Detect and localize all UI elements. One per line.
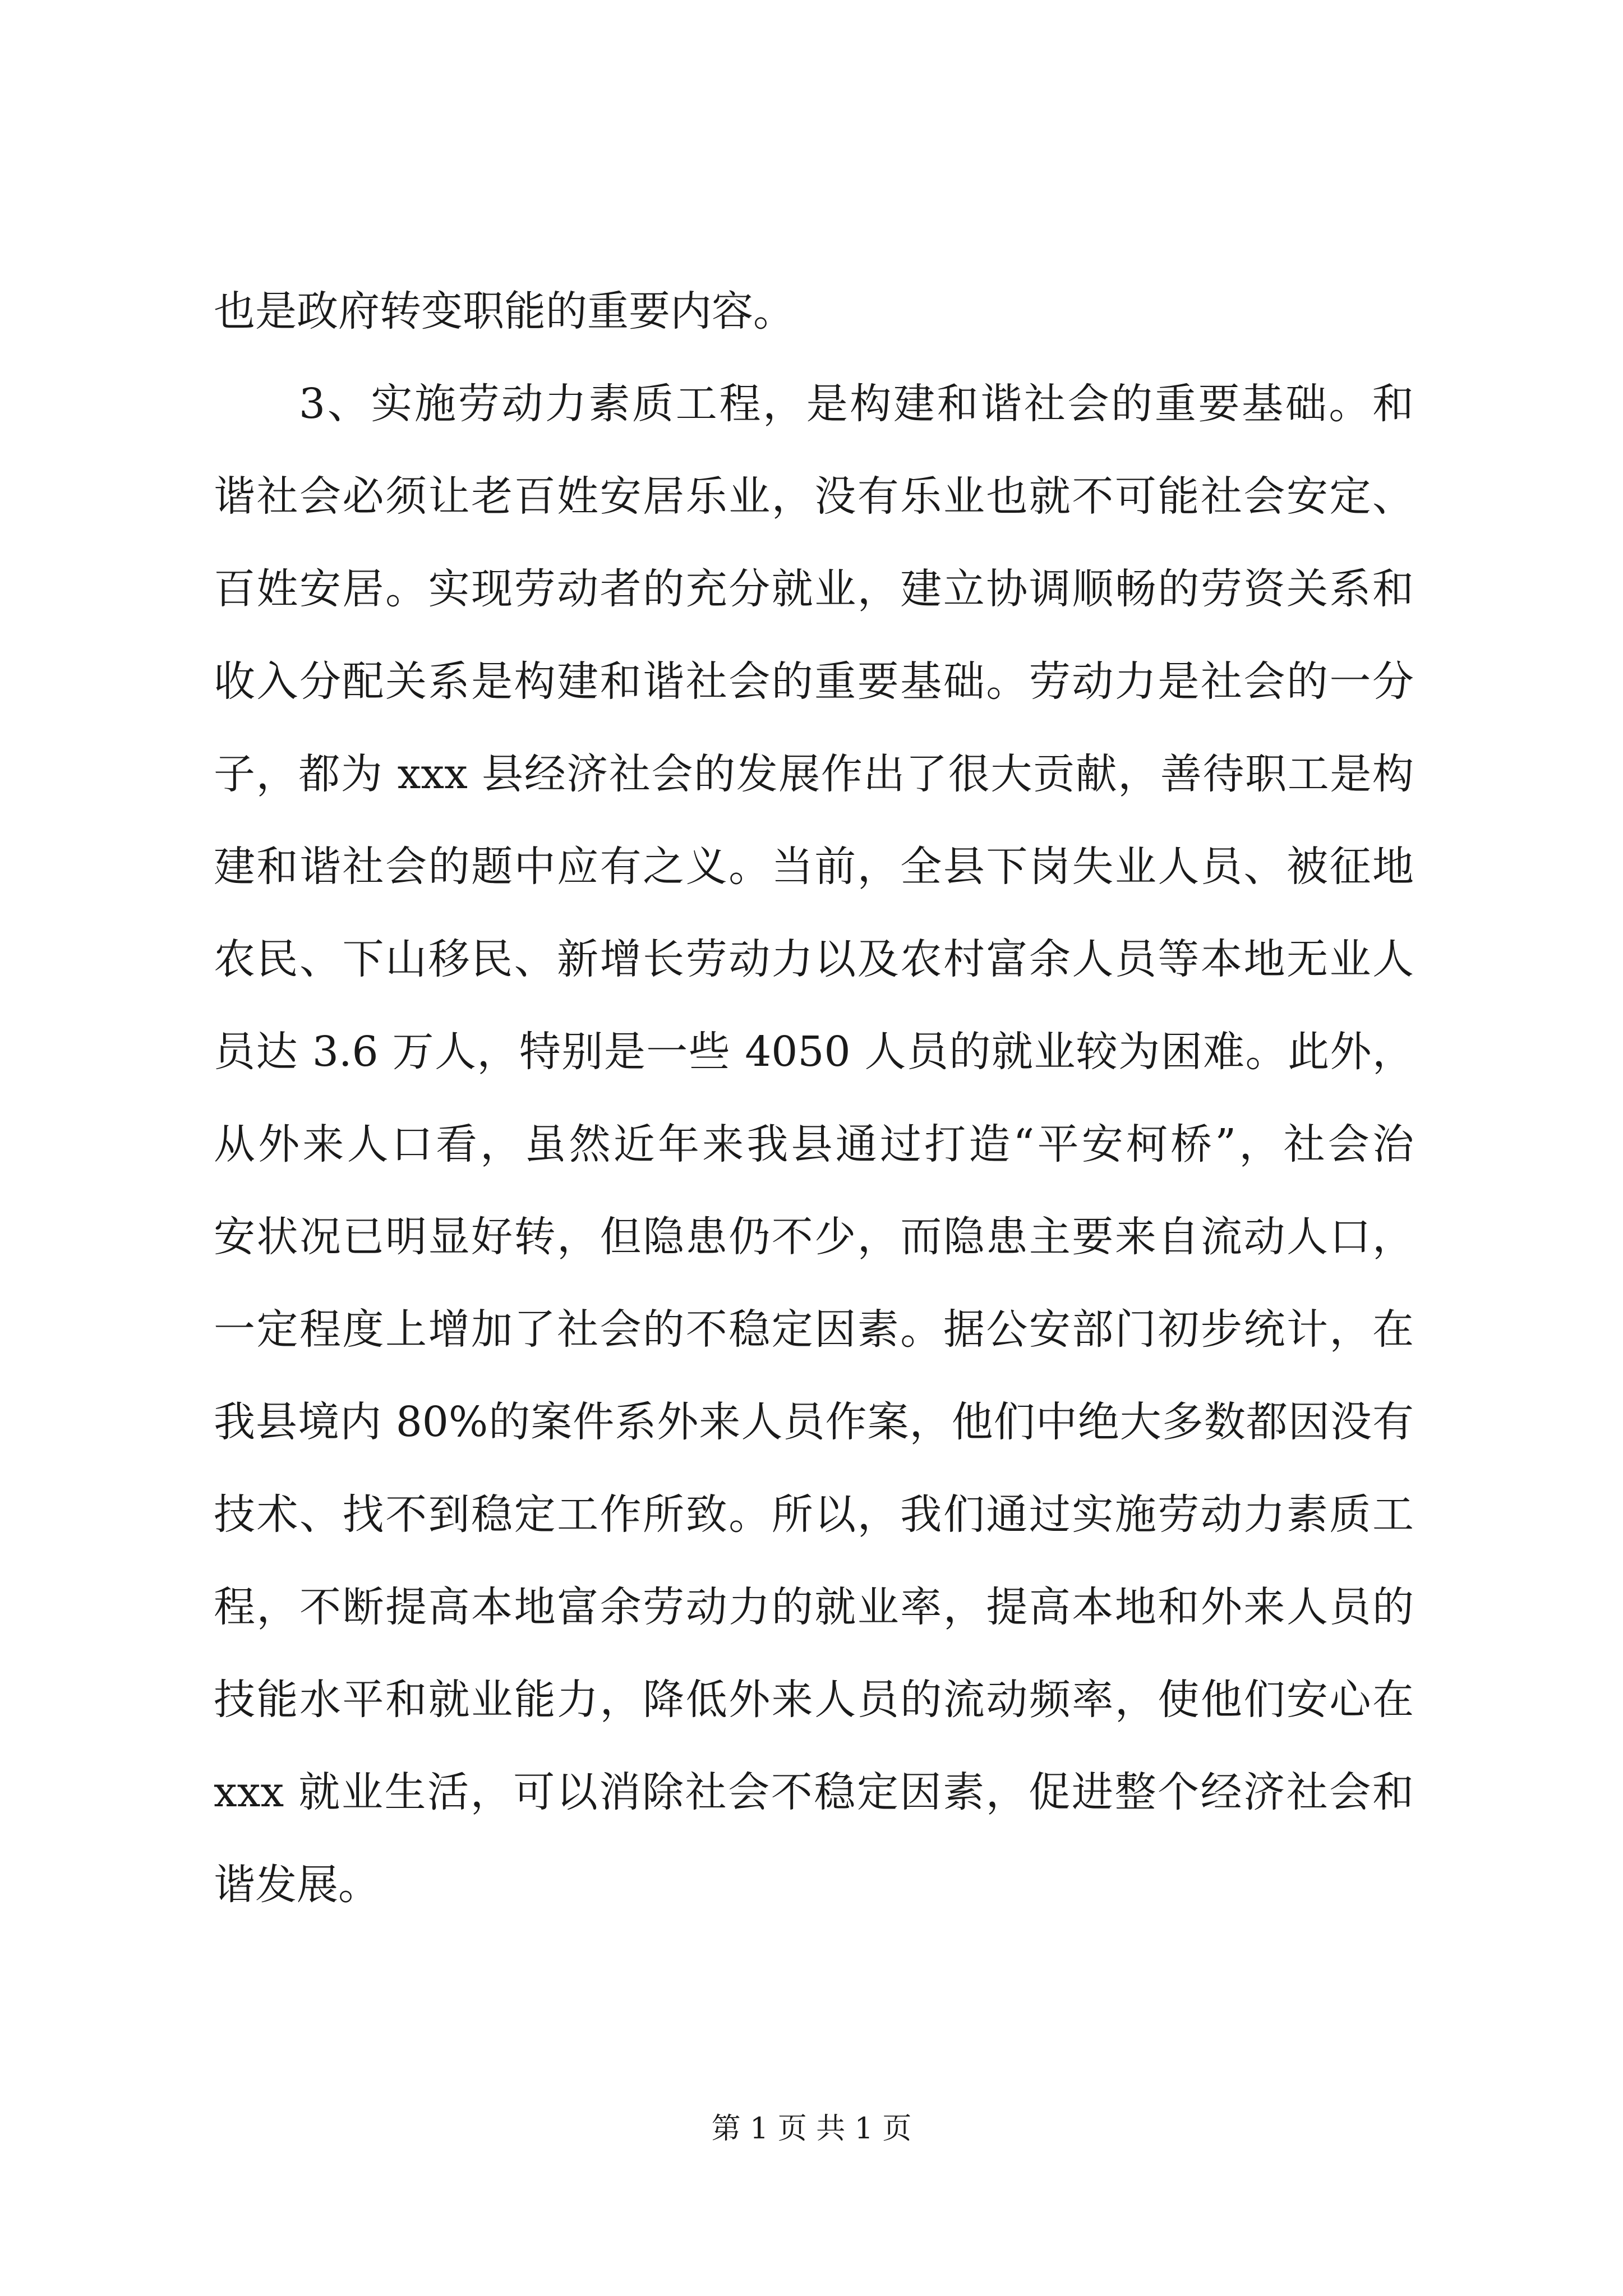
text-line: 谐社会必须让老百姓安居乐业，没有乐业也就不可能社会安定、 xyxy=(214,472,1414,521)
text-line: 程，不断提高本地富余劳动力的就业率，提高本地和外来人员的 xyxy=(214,1583,1414,1631)
text-line: 一定程度上增加了社会的不稳定因素。据公安部门初步统计，在 xyxy=(214,1305,1414,1354)
text-line: 收入分配关系是构建和谐社会的重要基础。劳动力是社会的一分 xyxy=(214,657,1414,706)
text-line: 员达 3.6 万人，特别是一些 4050 人员的就业较为困难。此外， xyxy=(214,1028,1414,1076)
text-line: 农民、下山移民、新增长劳动力以及农村富余人员等本地无业人 xyxy=(214,935,1414,983)
text-line: 百姓安居。实现劳动者的充分就业，建立协调顺畅的劳资关系和 xyxy=(214,565,1414,613)
text-line: 我县境内 80%的案件系外来人员作案，他们中绝大多数都因没有 xyxy=(214,1398,1414,1446)
text-line: 也是政府转变职能的重要内容。 xyxy=(214,287,795,335)
text-line: 建和谐社会的题中应有之义。当前，全县下岗失业人员、被征地 xyxy=(214,843,1414,891)
text-line: 子，都为 xxx 县经济社会的发展作出了很大贡献，善待职工是构 xyxy=(214,750,1414,798)
text-line: 从外来人口看，虽然近年来我县通过打造“平安柯桥”，社会治 xyxy=(214,1120,1414,1168)
text-line: 安状况已明显好转，但隐患仍不少，而隐患主要来自流动人口， xyxy=(214,1213,1414,1261)
text-line: 技能水平和就业能力，降低外来人员的流动频率，使他们安心在 xyxy=(214,1676,1414,1724)
text-line: xxx 就业生活，可以消除社会不稳定因素，促进整个经济社会和 xyxy=(214,1768,1414,1816)
text-line: 3、实施劳动力素质工程，是构建和谐社会的重要基础。和 xyxy=(299,380,1414,428)
text-line: 技术、找不到稳定工作所致。所以，我们通过实施劳动力素质工 xyxy=(214,1490,1414,1539)
page-number-footer: 第 1 页 共 1 页 xyxy=(711,2112,912,2146)
text-line: 谐发展。 xyxy=(214,1861,380,1909)
